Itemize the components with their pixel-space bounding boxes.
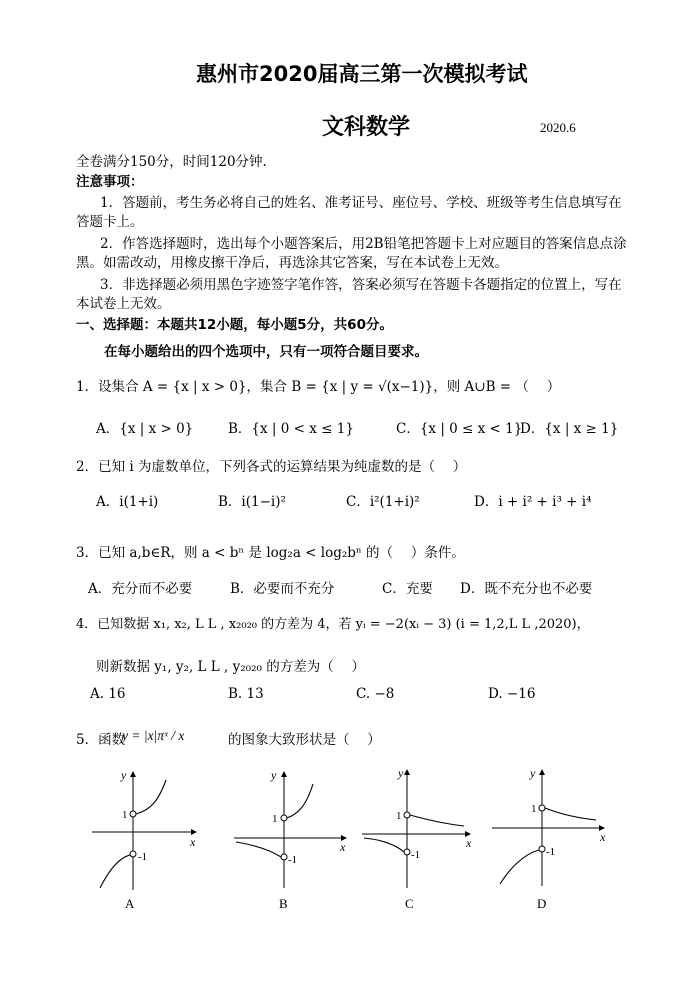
question-4-option-d: D. −16 — [488, 686, 536, 702]
graph-a-label: A — [125, 896, 135, 911]
exam-subtitle: 文科数学 — [322, 115, 411, 140]
question-3-option-b: B．必要而不充分 — [230, 581, 335, 597]
exam-title: 惠州市2020届高三第一次模拟考试 — [196, 62, 528, 86]
graph-d-open-point-neg — [539, 846, 545, 852]
graph-b-open-point-neg — [281, 854, 287, 860]
exam-date: 2020.6 — [540, 120, 576, 135]
graph-d-x-label: x — [600, 830, 606, 844]
notice-3-line-2: 本试卷上无效。 — [76, 296, 171, 312]
question-4-option-a: A. 16 — [90, 686, 126, 702]
exam-intro: 全卷满分150分，时间120分钟. — [76, 154, 267, 170]
question-2-option-a: A．i(1+i) — [96, 494, 159, 510]
graph-b-tick-1: 1 — [272, 813, 278, 825]
question-1-stem: 1．设集合 A = {x | x > 0}，集合 B = {x | y = √(x−1)}，则 A∪B = （ ） — [76, 379, 561, 395]
graph-c-x-label: x — [466, 836, 472, 850]
section-instruction: 在每小题给出的四个选项中，只有一项符合题目要求。 — [104, 344, 428, 360]
question-5-stem-suffix: 的图象大致形状是（ ） — [228, 732, 381, 748]
graph-a-tick-1: 1 — [122, 809, 128, 821]
graph-a-open-point-pos — [130, 811, 136, 817]
graph-b — [234, 768, 346, 888]
graph-d — [492, 766, 606, 886]
graph-a-tick-neg1: -1 — [138, 851, 148, 863]
graph-b-label: B — [279, 896, 288, 911]
notice-heading: 注意事项： — [76, 174, 144, 190]
graph-b-tick-neg1: -1 — [288, 854, 298, 866]
question-4-stem-line-2: 则新数据 y₁, y₂, L L , y₂₀₂₀ 的方差为（ ） — [96, 659, 365, 675]
graph-c-open-point-neg — [404, 849, 410, 855]
question-4-stem-line-1: 4．已知数据 x₁, x₂, L L , x₂₀₂₀ 的方差为 4，若 yᵢ = −2(xᵢ − 3) (i = 1,2,L L ,2020)， — [76, 617, 590, 632]
notice-1-line-2: 答题卡上。 — [76, 214, 144, 230]
notice-2-line-1: 2．作答选择题时，选出每个小题答案后，用2B铅笔把答题卡上对应题目的答案信息点涂 — [100, 236, 627, 252]
graph-a-y-label: y — [121, 768, 127, 782]
graph-d-y-label: y — [530, 766, 536, 780]
graph-c-tick-1: 1 — [396, 810, 402, 822]
graph-b-x-label: x — [340, 840, 346, 854]
question-4-option-b: B. 13 — [228, 686, 264, 702]
question-1-option-c: C．{x | 0 ≤ x < 1} — [396, 421, 523, 437]
graph-a-x-label: x — [190, 835, 196, 849]
question-2-option-c: C．i²(1+i)² — [346, 494, 420, 510]
graph-c-open-point-pos — [404, 812, 410, 818]
question-5-formula: y = |x|πˣ / x — [122, 728, 185, 743]
graph-a-curve-pos — [136, 780, 166, 814]
question-3-option-c: C．充要 — [382, 581, 433, 597]
graph-c — [362, 766, 472, 888]
notice-2-line-2: 黑。如需改动，用橡皮擦干净后，再选涂其它答案，写在本试卷上无效。 — [76, 255, 508, 271]
graph-d-open-point-pos — [539, 805, 545, 811]
question-3-option-d: D．既不充分也不必要 — [460, 581, 593, 597]
graph-a — [92, 768, 196, 890]
graph-c-curve-pos — [410, 815, 464, 826]
notice-3-line-1: 3．非选择题必须用黑色字迹签字笔作答，答案必须写在答题卡各题指定的位置上，写在 — [100, 277, 622, 293]
graph-a-curve-neg — [100, 855, 130, 888]
graph-d-curve-pos — [545, 808, 596, 820]
graph-a-open-point-neg — [130, 851, 136, 857]
graph-b-open-point-pos — [281, 815, 287, 821]
question-2-stem: 2．已知 i 为虚数单位，下列各式的运算结果为纯虚数的是（ ） — [76, 459, 467, 475]
question-1-option-a: A．{x | x > 0} — [96, 421, 194, 437]
graph-b-curve-pos — [287, 784, 313, 818]
graph-d-tick-neg1: -1 — [546, 846, 556, 858]
graph-d-curve-neg — [500, 850, 539, 884]
question-1-option-b: B．{x | 0 < x ≤ 1} — [228, 421, 354, 437]
question-2-option-b: B．i(1−i)² — [218, 494, 286, 510]
graph-c-curve-neg — [364, 838, 404, 852]
question-1-option-d: D．{x | x ≥ 1} — [520, 421, 619, 437]
section-heading: 一、选择题：本题共12小题，每小题5分，共60分。 — [76, 317, 393, 333]
question-5-stem-prefix: 5．函数 — [76, 732, 126, 748]
graph-d-label: D — [537, 896, 547, 911]
graph-c-label: C — [405, 896, 414, 911]
graph-c-y-label: y — [398, 766, 404, 780]
notice-1-line-1: 1．答题前，考生务必将自己的姓名、准考证号、座位号、学校、班级等考生信息填写在 — [100, 195, 622, 211]
graph-c-tick-neg1: -1 — [411, 849, 421, 861]
question-3-option-a: A．充分而不必要 — [88, 581, 193, 597]
graph-b-y-label: y — [271, 768, 277, 782]
graph-b-curve-neg — [236, 842, 281, 857]
graph-d-tick-1: 1 — [531, 803, 537, 815]
question-3-stem: 3．已知 a,b∈R，则 a < bⁿ 是 log₂a < log₂bⁿ 的（ ）条件。 — [76, 545, 465, 561]
question-4-option-c: C. −8 — [356, 686, 395, 702]
question-2-option-d: D．i + i² + i³ + i⁴ — [474, 494, 592, 510]
